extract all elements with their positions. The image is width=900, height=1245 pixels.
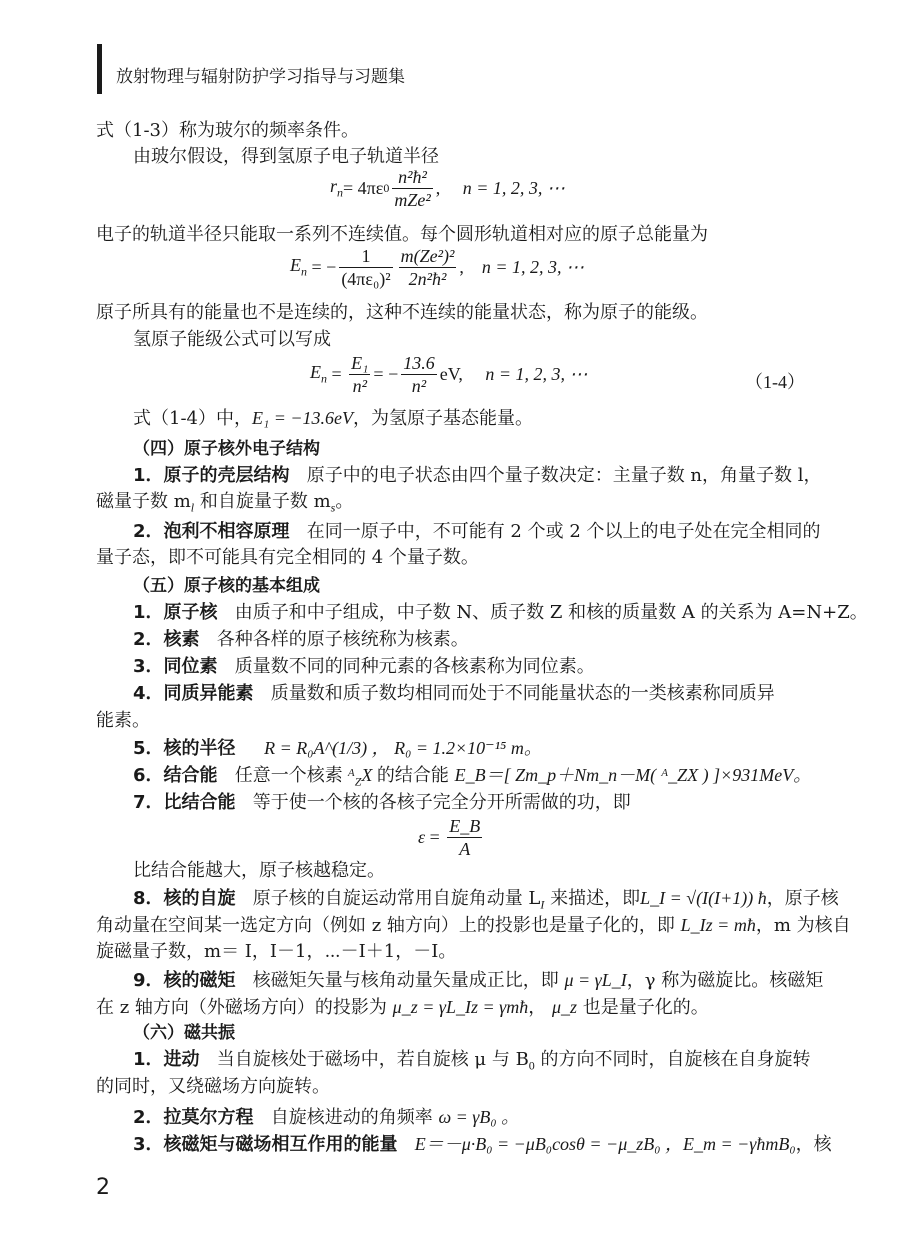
paragraph: 氢原子能级公式可以写成	[133, 329, 331, 350]
list-item-continued: 能素。	[96, 710, 150, 731]
list-item-continued: 在 z 轴方向（外磁场方向）的投影为 μ_z = γL_Iz = γmħ， μ_z 也是量子化的。	[96, 997, 709, 1018]
formula-specific-binding: ε = $\frac{E\_B}{A}$	[418, 816, 481, 859]
list-item: 7．比结合能 等于使一个核的各核子完全分开所需做的功，即	[133, 792, 631, 813]
paragraph: 原子所具有的能量也不是连续的，这种不连续的能量状态，称为原子的能级。	[96, 302, 708, 323]
section-heading-4: （四）原子核外电子结构	[133, 439, 320, 459]
paragraph: 由玻尔假设，得到氢原子电子轨道半径	[133, 146, 439, 167]
list-item: 1．原子核 由质子和中子组成，中子数 N、质子数 Z 和核的质量数 A 的关系为 A=N+Z。	[133, 602, 868, 623]
list-item: 1．原子的壳层结构 原子中的电子状态由四个量子数决定：主量子数 n，角量子数 l，	[133, 465, 822, 486]
section-heading-6: （六）磁共振	[133, 1023, 235, 1043]
list-item: 6．结合能 任意一个核素 ᴬ$_Z$X 的结合能 E_B＝[ Zm_p＋Nm_n－M( ᴬ_ZX ) ]×931MeV。	[133, 765, 812, 789]
list-item: 8．核的自旋 原子核的自旋运动常用自旋角动量 $L_I$ 来描述，即L_I = √(I(I+1)) ħ，原子核	[133, 888, 839, 912]
formula-total-energy: $E_n$ = − $\frac{1}{\text{(4πε₀)²}}$ $\frac{\text{m(Ze²)²}}{\text{2n²ħ²}}$ , n = 1, 2, 3, ⋯	[290, 246, 585, 289]
formula-energy-levels: $E_n$ = $\frac{\text{E₁}}{\text{n²}}$ = − $\frac{13.6}{\text{n²}}$ eV, n = 1, 2, 3, ⋯	[310, 353, 588, 396]
paragraph: 式（1-4）中，E₁ = −13.6eV，为氢原子基态能量。	[133, 408, 534, 429]
paragraph: 电子的轨道半径只能取一系列不连续值。每个圆形轨道相对应的原子总能量为	[96, 224, 708, 245]
list-item: 1．进动 当自旋核处于磁场中，若自旋核 μ 与 $B_0$ 的方向不同时，自旋核在自身旋转	[133, 1049, 811, 1073]
paragraph: 比结合能越大，原子核越稳定。	[133, 860, 385, 881]
list-item-continued: 的同时，又绕磁场方向旋转。	[96, 1076, 330, 1097]
formula-orbit-radius: $r_n$ = 4πε 0 $\frac{\text{n²ħ²}}{\text{mZe²}}$ , n = 1, 2, 3, ⋯	[330, 167, 565, 210]
page-number: 2	[96, 1175, 110, 1200]
list-item: 2．泡利不相容原理 在同一原子中，不可能有 2 个或 2 个以上的电子处在完全相同的	[133, 521, 821, 542]
list-item: 3．核磁矩与磁场相互作用的能量 E＝－μ·B₀ = −μB₀cosθ = −μ_zB₀ ，E_m = −γħmB₀，核	[133, 1134, 832, 1155]
list-item: 9．核的磁矩 核磁矩矢量与核角动量矢量成正比，即 μ = γL_I，γ 称为磁旋比。核磁矩	[133, 970, 824, 991]
paragraph: 式（1-3）称为玻尔的频率条件。	[96, 120, 359, 141]
list-item-continued: 角动量在空间某一选定方向（例如 z 轴方向）上的投影也是量子化的，即 L_Iz = mħ，m 为核自	[96, 915, 851, 936]
list-item-continued: 磁量子数 $m_l$ 和自旋量子数 $m_s$。	[96, 491, 354, 515]
equation-number: （1-4）	[745, 372, 805, 392]
page-header-title: 放射物理与辐射防护学习指导与习题集	[116, 67, 405, 87]
list-item: 3．同位素 质量数不同的同种元素的各核素称为同位素。	[133, 656, 595, 677]
list-item: 4．同质异能素 质量数和质子数均相同而处于不同能量状态的一类核素称同质异	[133, 683, 775, 704]
list-item-continued: 量子态，即不可能具有完全相同的 4 个量子数。	[96, 547, 479, 568]
header-bar	[97, 44, 102, 94]
list-item-continued: 旋磁量子数，m＝ I，I－1，⋯－I＋1，－I。	[96, 941, 457, 962]
list-item: 5．核的半径 R = R₀A^(1/3) ， R₀ = 1.2×10⁻¹⁵ m。	[133, 738, 542, 759]
list-item: 2．拉莫尔方程 自旋核进动的角频率 ω = γB₀ 。	[133, 1107, 520, 1128]
section-heading-5: （五）原子核的基本组成	[133, 576, 320, 596]
list-item: 2．核素 各种各样的原子核统称为核素。	[133, 629, 469, 650]
